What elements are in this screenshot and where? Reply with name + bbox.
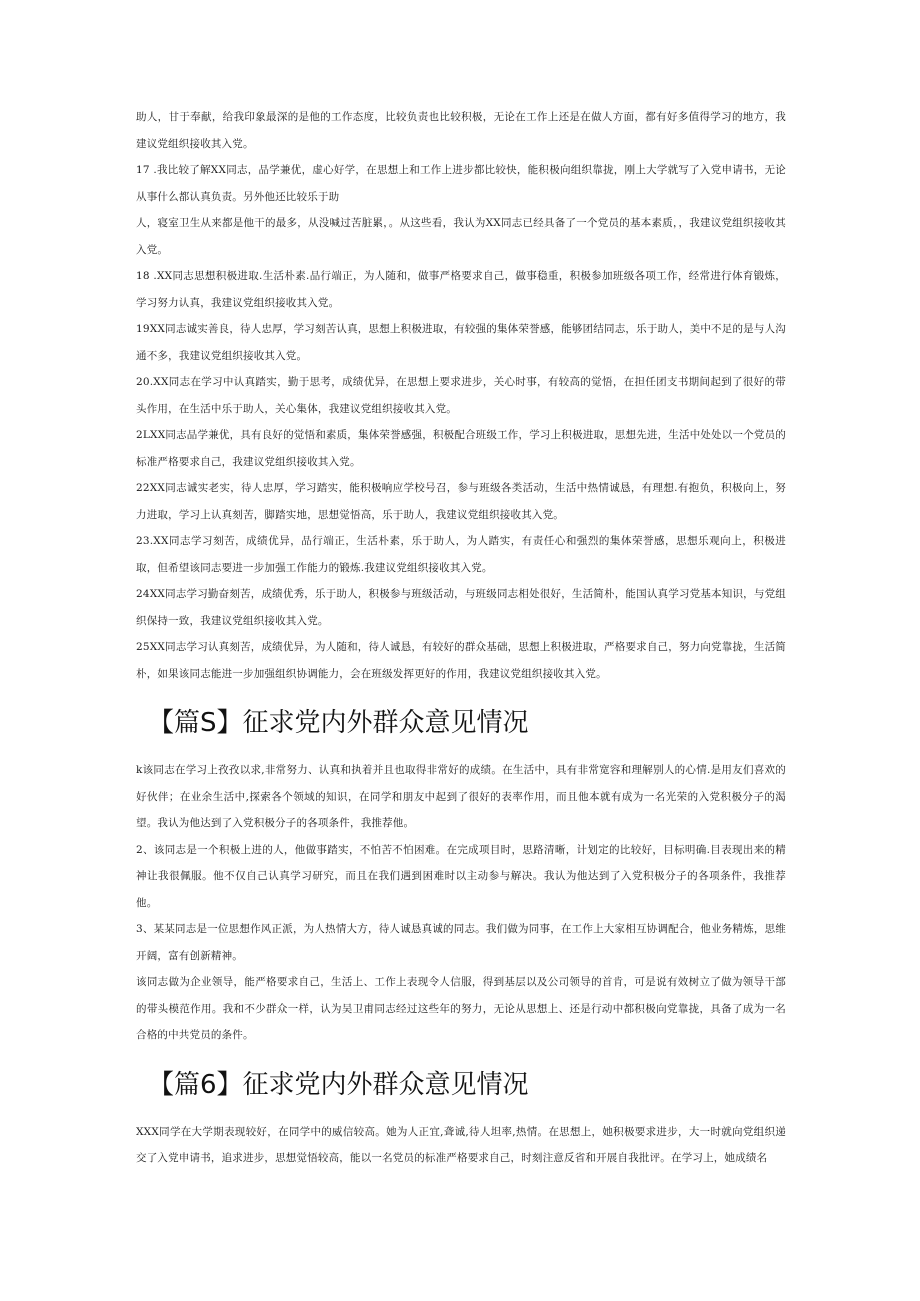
section-heading-5: 【篇S】征求党内外群众意见情况 <box>148 708 529 738</box>
paragraph: 24XX同志学习勤奋刻苦，成绩优秀，乐于助人，积极参与班级活动，与班级同志相处很好，生活简朴，能国认真学习党基本知识，与党组织保持一致，我建议党组织接收其入党。 <box>136 588 786 627</box>
paragraph: 2、该同志是一个积极上进的人，他做事踏实，不怕苦不怕困难。在完成项目时，思路清晰，计划定的比较好，目标明确.目表现出来的精神让我很佩服。他不仅自己认真学习研究，而且在我们遇到困难时以主动参与解决。我认为他达到了入党积极分子的各项条件，我推荐他。 <box>136 843 786 909</box>
section-5-body <box>136 757 786 1049</box>
paragraph: 22XX同志诚实老实，待人忠厚，学习踏实，能积极响应学校号召，参与班级各类活动，生活中热情诚恳，有理想.有抱负，积极向上，努力进取，学习上认真刻苦，脚踏实地，思想觉悟高，乐于助人，我建议党组织接收其入党。 <box>136 482 786 521</box>
document-page <box>136 104 786 1172</box>
paragraph: k该同志在学习上孜孜以求,非常努力、认真和执着并且也取得非常好的成绩。在生活中，具有非常宽容和理解别人的心情.是用友们喜欢的好伙伴；在业余生活中,探索各个领域的知识，在同学和朋友中起到了很好的表率作用，而且他本就有成为一名光荣的入党积极分子的渴望。我认为他达到了入党积极分子的各项条件，我推荐他。 <box>136 764 786 829</box>
paragraph: 23.XX同志学习刻苦，成绩优异，品行端正，生活朴素，乐于助人，为人踏实，有责任心和强烈的集体荣誉感，思想乐观向上，积极进取，但希望该同志要进一步加强工作能力的锻炼.我建议党组织接收其入党。 <box>136 535 786 574</box>
paragraph: 19XX同志诚实善良，待人忠厚，学习刻苦认真，思想上积极进取，有较强的集体荣誉感，能够团结同志，乐于助人，美中不足的是与人沟通不多，我建议党组织接收其入党。 <box>136 323 786 362</box>
paragraph: 该同志做为企业领导，能严格要求自己，生活上、工作上表现令人信服，得到基层以及公司领导的首肯，可是说有效树立了做为领导干部的带头模范作用。我和不少群众一样，认为吴卫甫同志经过这些年的努力，无论从思想上、还是行动中都积极向党靠拢，具备了成为一名合格的中共党员的条件。 <box>136 976 786 1041</box>
paragraph: 助人，甘于奉献，给我印象最深的是他的工作态度，比较负责也比较积极，无论在工作上还是在做人方面，都有好多值得学习的地方，我建议党组织接收其入党。 <box>136 111 786 150</box>
section-6-body <box>136 1119 786 1172</box>
paragraph: 2LXX同志品学兼优，具有良好的觉悟和素质，集体荣誉感强，积极配合班级工作，学习上积极进取，思想先进，生活中处处以一个党员的标准严格要求自己，我建议党组织接收其入党。 <box>136 429 787 468</box>
section-continued <box>136 104 786 687</box>
paragraph: 人，寝室卫生从来都是他干的最多，从没喊过苦脏累，。从这些看，我认为XX同志已经具备了一个党员的基本素质，，我建议党组织接收其入党。 <box>136 217 786 256</box>
paragraph: 25XX同志学习认真刻苦，成绩优异，为人随和，待人诚恳，有较好的群众基础，思想上积极进取，严格要求自己，努力向党靠拢，生活简朴，如果该同志能进一步加强组织协调能力，会在班级发挥更好的作用，我建议党组织接收其入党。 <box>136 641 786 680</box>
paragraph: 3、某某同志是一位思想作风正派，为人热情大方，待人诚恳真诚的同志。我们做为同事，在工作上大家相互协调配合，他业务精炼，思维开阔，富有创新精神。 <box>136 923 786 962</box>
paragraph: 20.XX同志在学习中认真踏实，勤于思考，成绩优异，在思想上要求进步，关心时事，有较高的觉悟，在担任团支书期间起到了很好的带头作用，在生活中乐于助人，关心集体，我建议党组织接收其入党。 <box>136 376 786 415</box>
paragraph: 17 .我比较了解XX同志，品学兼优，虚心好学，在思想上和工作上进步都比较快，能积极向组织靠拢，刚上大学就写了入党申请书，无论从事什么都认真负责。另外他还比较乐于助 <box>136 164 786 203</box>
section-heading-6: 【篇6】征求党内外群众意见情况 <box>148 1069 529 1100</box>
paragraph: 18 .XX同志思想积极进取.生活朴素.品行端正，为人随和，做事严格要求自己，做事稳重，积极参加班级各项工作，经常进行体育锻炼，学习努力认真，我建议党组织接收其入党。 <box>136 270 786 309</box>
paragraph: XXX同学在大学期表现较好，在同学中的威信较高。她为人正宜,聋诚,待人坦率,热情。在思想上，她积极要求进步，大一时就向党组织递交了入党申请书，追求进步，思想觉悟较高，能以一名党员的标准严格要求自己，时刻注意反省和开展自我批评。在学习上，她成绩名 <box>136 1125 786 1164</box>
